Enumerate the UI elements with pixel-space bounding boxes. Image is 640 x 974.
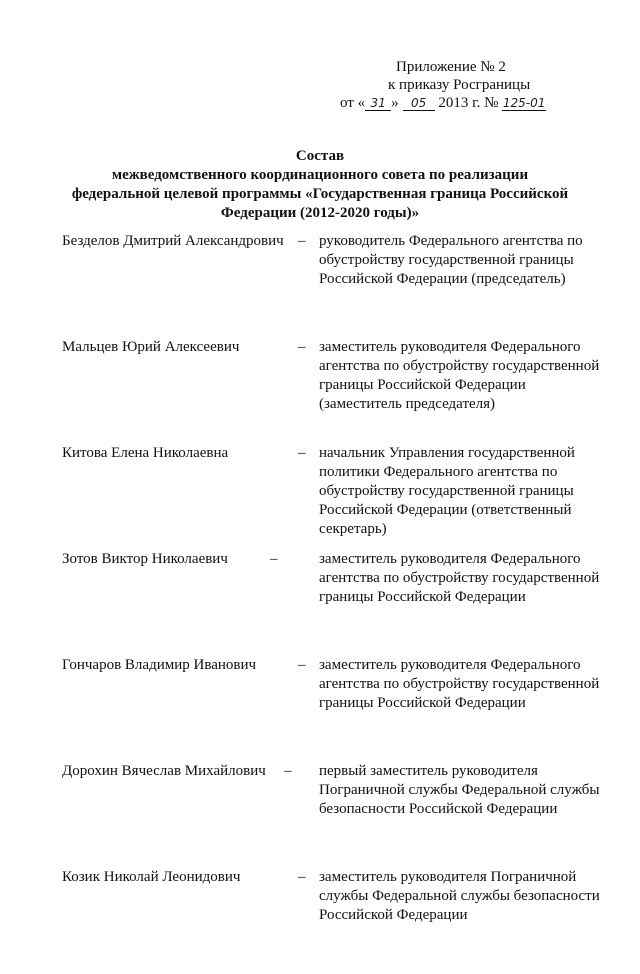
member-role: заместитель руководителя Федерального агентства по обустройству государственной границы Российской Федерации (заместитель председателя)	[319, 339, 600, 412]
member-dash: –	[298, 233, 306, 249]
appendix-date-line	[340, 94, 600, 112]
date-year: 2013 г. №	[438, 95, 499, 111]
member-dash: –	[298, 869, 306, 885]
handwritten-order-number: 125-01	[502, 96, 546, 110]
member-name: Мальцев Юрий Алексеевич	[62, 339, 240, 355]
appendix-order-ref: к приказу Росграницы	[388, 77, 531, 93]
title-line-3: федеральной целевой программы «Государственная граница Российской	[71, 186, 569, 202]
member-role: руководитель Федерального агентства по обустройству государственной границы Российской Федерации (председатель)	[319, 233, 583, 287]
appendix-title: Приложение № 2	[396, 59, 506, 75]
member-row	[62, 868, 602, 974]
members-list	[62, 232, 602, 974]
title-line-4: Федерации (2012-2020 годы)»	[220, 205, 420, 221]
member-role: первый заместитель руководителя Пограничной службы Федеральной службы безопасности Российской Федерации	[319, 763, 600, 817]
document-title	[40, 147, 600, 223]
member-row	[62, 232, 602, 338]
member-role: заместитель руководителя Пограничной службы Федеральной службы безопасности Российской Федерации	[319, 869, 600, 923]
appendix-block	[340, 58, 600, 112]
handwritten-month: 05	[403, 96, 435, 111]
member-dash: –	[270, 551, 278, 567]
member-role: заместитель руководителя Федерального агентства по обустройству государственной границы Российской Федерации	[319, 551, 600, 605]
member-name: Китова Елена Николаевна	[62, 445, 229, 461]
member-dash: –	[298, 445, 306, 461]
date-quote-close: »	[391, 95, 399, 111]
member-row	[62, 762, 602, 868]
member-name: Гончаров Владимир Иванович	[62, 657, 257, 673]
member-dash: –	[298, 657, 306, 673]
member-name: Безделов Дмитрий Александрович	[62, 233, 284, 249]
date-prefix: от «	[340, 95, 366, 111]
handwritten-day: 31	[365, 96, 391, 111]
member-role: заместитель руководителя Федерального агентства по обустройству государственной границы Российской Федерации	[319, 657, 600, 711]
member-row	[62, 656, 602, 762]
member-dash: –	[284, 763, 292, 779]
member-role: начальник Управления государственной политики Федерального агентства по обустройству государственной границы Российской Федерации (ответственный секретарь)	[319, 445, 575, 537]
member-row	[62, 550, 602, 656]
member-dash: –	[298, 339, 306, 355]
member-name: Козик Николай Леонидович	[62, 869, 241, 885]
member-name: Дорохин Вячеслав Михайлович	[62, 763, 266, 779]
member-row	[62, 444, 602, 550]
title-line-2: межведомственного координационного совета по реализации	[111, 167, 529, 183]
title-line-1: Состав	[295, 148, 345, 164]
member-name: Зотов Виктор Николаевич	[62, 551, 228, 567]
member-row	[62, 338, 602, 444]
